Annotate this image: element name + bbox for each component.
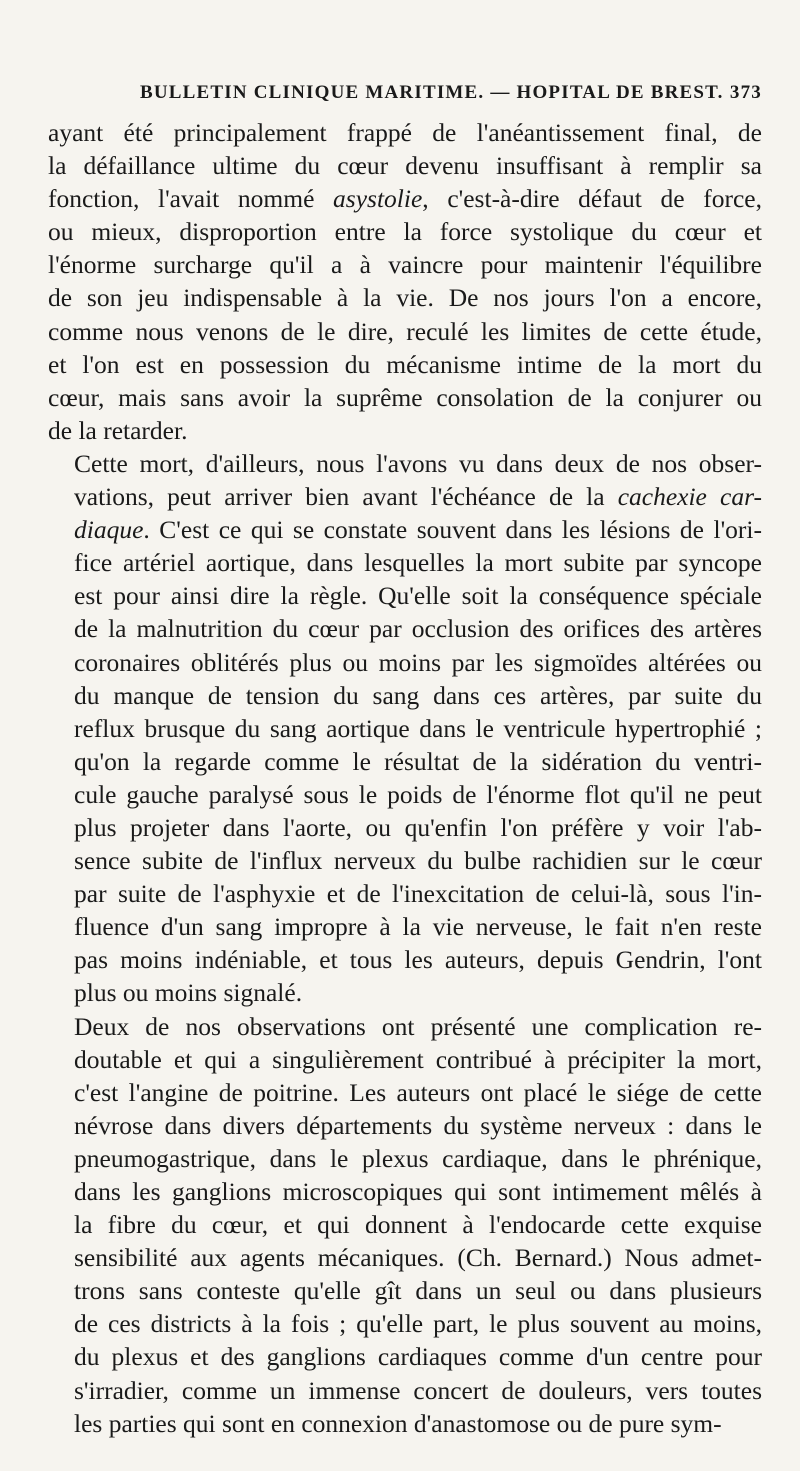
text-line: du plexus et des ganglions cardiaques comme d'un centre pour [74, 1342, 762, 1372]
text-line: trons sans conteste qu'elle gît dans un seul ou dans plusieurs [74, 1276, 762, 1306]
text-line: de la retarder. [48, 415, 188, 445]
text-line: fonction, l'avait nommé asystolie, c'est-à-dire défaut de force, [48, 184, 762, 214]
text-line: est pour ainsi dire la règle. Qu'elle soit la conséquence spéciale [74, 581, 762, 611]
text-line: coronaires oblitérés plus ou moins par les sigmoïdes altérées ou [74, 647, 762, 677]
text-line: plus projeter dans l'aorte, ou qu'enfin l'on préfère y voir l'ab- [74, 812, 762, 842]
text-line: doutable et qui a singulièrement contribué à précipiter la mort, [74, 1044, 762, 1074]
text-line: Deux de nos observations ont présenté une complication re- [74, 1011, 762, 1041]
text-line: l'énorme surcharge qu'il a à vaincre pour maintenir l'équilibre [48, 250, 762, 280]
text-line: de la malnutrition du cœur par occlusion des orifices des artères [74, 614, 762, 644]
text-line: sence subite de l'influx nerveux du bulbe rachidien sur le cœur [74, 846, 762, 876]
text-line: reflux brusque du sang aortique dans le ventricule hypertrophié ; [74, 713, 762, 743]
text-line: de son jeu indispensable à la vie. De nos jours l'on a encore, [48, 283, 762, 313]
paragraph [48, 116, 762, 447]
page-number: 373 [729, 82, 762, 103]
italic-term: cachexie car- [617, 482, 762, 512]
text-line: la fibre du cœur, et qui donnent à l'endocarde cette exquise [74, 1210, 762, 1240]
text-line: cœur, mais sans avoir la suprême consolation de la conjurer ou [48, 382, 762, 412]
text-line: pas moins indéniable, et tous les auteurs, depuis Gendrin, l'ont [74, 945, 762, 975]
text-line: fice artériel aortique, dans lesquelles la mort subite par syncope [74, 548, 762, 578]
text-line: plus ou moins signalé. [74, 978, 303, 1008]
text-line: les parties qui sont en connexion d'anastomose ou de pure sym- [74, 1408, 722, 1438]
paragraph [48, 1010, 762, 1440]
text-line: de ces districts à la fois ; qu'elle part, le plus souvent au moins, [74, 1309, 762, 1339]
text-line: dans les ganglions microscopiques qui sont intimement mêlés à [74, 1177, 762, 1206]
paragraph [48, 447, 762, 1010]
running-title: BULLETIN CLINIQUE MARITIME. — HOPITAL DE BREST. [140, 82, 724, 103]
text-line: diaque. C'est ce qui se constate souvent dans les lésions de l'ori- [74, 515, 762, 545]
text-line: s'irradier, comme un immense concert de douleurs, vers toutes [74, 1375, 762, 1405]
body-text [48, 116, 762, 1440]
italic-term: asystolie [333, 184, 423, 214]
text-line: sensibilité aux agents mécaniques. (Ch. Bernard.) Nous admet- [74, 1243, 762, 1273]
text-line: ayant été principalement frappé de l'anéantissement final, de [48, 118, 762, 147]
running-head [140, 82, 762, 104]
text-line: névrose dans divers départements du système nerveux : dans le [74, 1110, 762, 1140]
text-line: vations, peut arriver bien avant l'échéance de la cachexie car- [74, 482, 762, 512]
text-line: du manque de tension du sang dans ces artères, par suite du [74, 680, 762, 710]
text-line: fluence d'un sang impropre à la vie nerveuse, le fait n'en reste [74, 912, 762, 942]
text-line: par suite de l'asphyxie et de l'inexcitation de celui-là, sous l'in- [74, 879, 762, 909]
text-line: cule gauche paralysé sous le poids de l'énorme flot qu'il ne peut [74, 779, 762, 809]
text-line: comme nous venons de le dire, reculé les limites de cette étude, [48, 316, 762, 346]
text-line: la défaillance ultime du cœur devenu insuffisant à remplir sa [48, 151, 762, 181]
text-line: Cette mort, d'ailleurs, nous l'avons vu dans deux de nos obser- [74, 448, 762, 478]
text-line: c'est l'angine de poitrine. Les auteurs ont placé le siége de cette [74, 1077, 762, 1107]
text-line: pneumogastrique, dans le plexus cardiaque, dans le phrénique, [74, 1143, 762, 1173]
text-line: ou mieux, disproportion entre la force systolique du cœur et [48, 217, 762, 247]
italic-term: diaque [74, 515, 144, 545]
text-line: qu'on la regarde comme le résultat de la sidération du ventri- [74, 746, 762, 776]
text-line: et l'on est en possession du mécanisme intime de la mort du [48, 349, 762, 379]
